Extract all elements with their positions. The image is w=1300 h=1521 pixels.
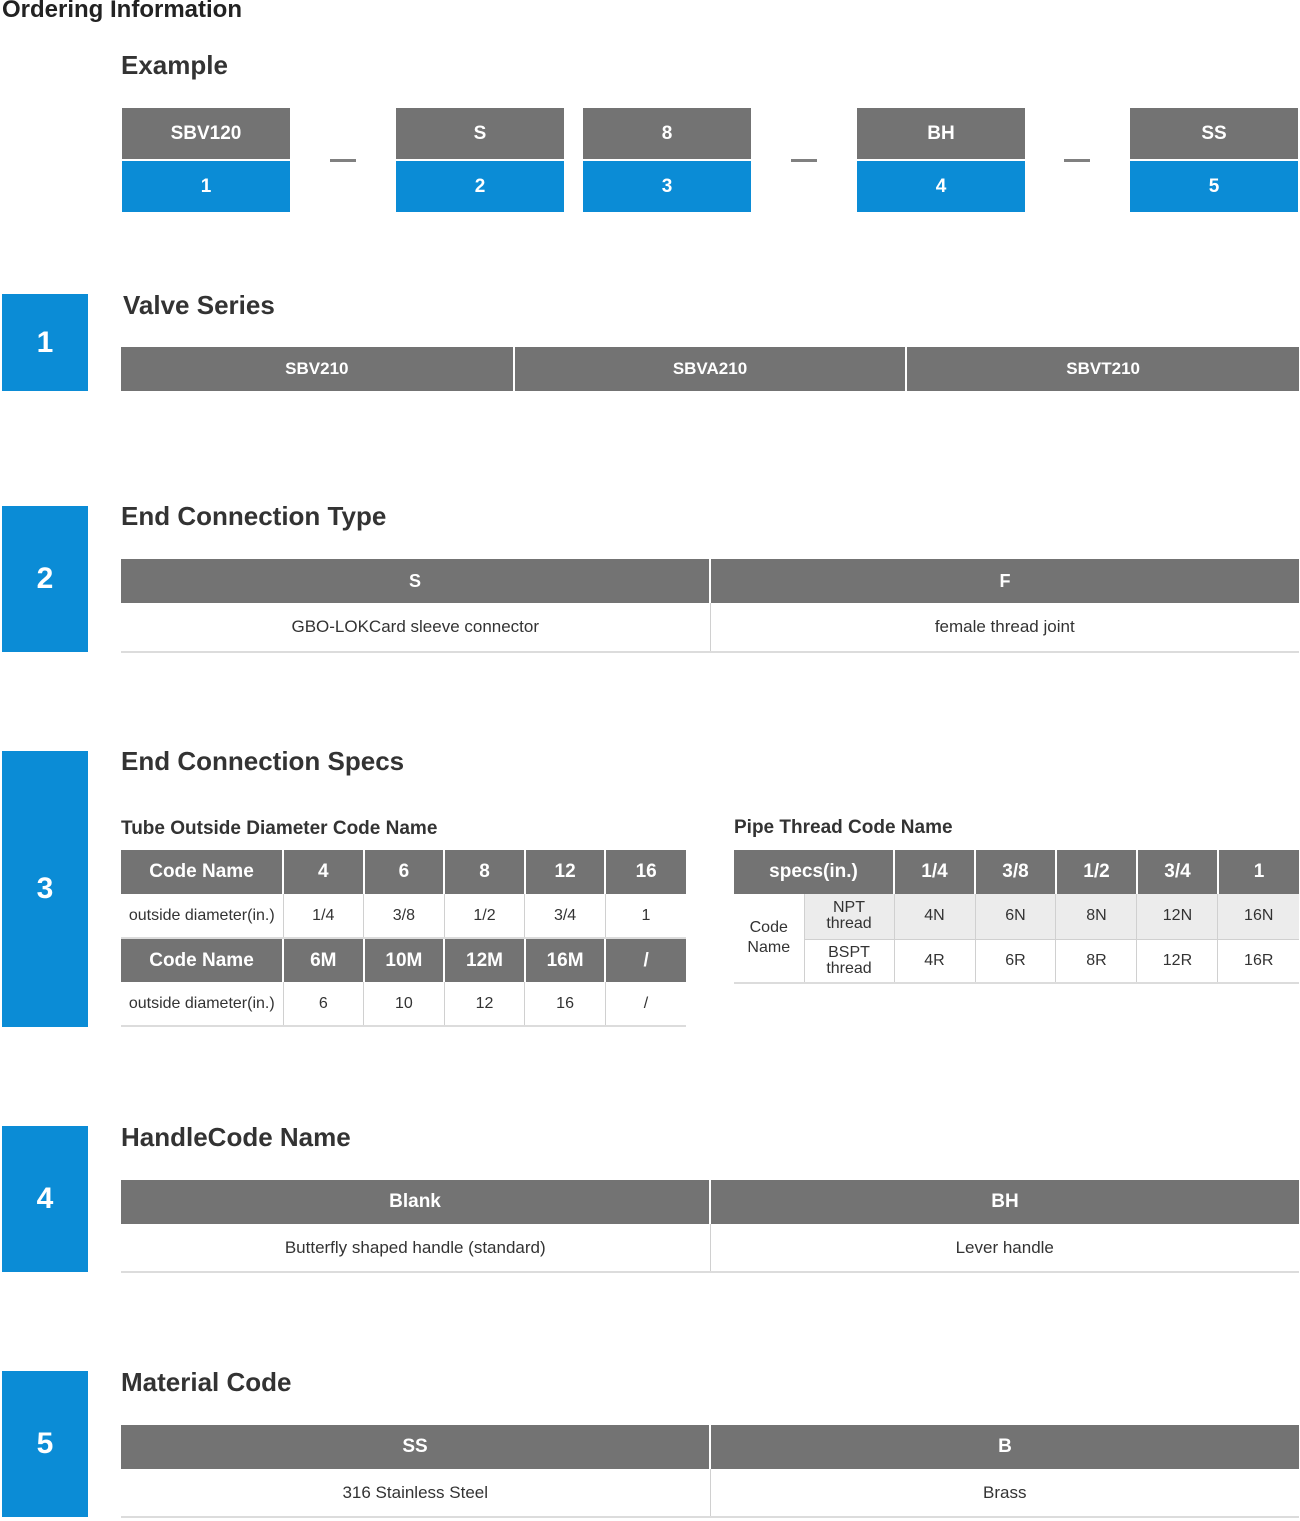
pipe-specs-label: specs(in.) [734,850,894,894]
end-connection-description: female thread joint [710,603,1299,652]
tube-code: 12 [525,850,606,894]
tube-od-table [121,850,686,1027]
valve-series-item: SBVA210 [514,347,907,391]
handle-code: Blank [121,1180,710,1224]
example-position: 2 [396,161,564,212]
tube-code: / [605,938,686,982]
tube-code: 6M [283,938,364,982]
material-heading: Material Code [121,1367,292,1397]
tube-od-value: 10 [364,982,445,1026]
tube-code-name-label: Code Name [121,850,283,894]
section-number-3: 3 [2,751,88,1027]
valve-series-heading: Valve Series [123,290,275,320]
end-connection-code: S [121,559,710,603]
pipe-spec: 1/2 [1056,850,1137,894]
example-position: 4 [857,161,1025,212]
tube-od-label: outside diameter(in.) [121,982,283,1026]
tube-od-value: 16 [525,982,606,1026]
npt-value: 16N [1218,894,1299,939]
example-code-2 [396,108,564,212]
example-code-value: SS [1130,108,1298,159]
valve-series-table [121,347,1299,391]
section-number-5: 5 [2,1371,88,1517]
tube-od-value: 1/4 [283,894,364,938]
bspt-value: 8R [1056,939,1137,983]
npt-value: 4N [894,894,975,939]
tube-code: 6 [364,850,445,894]
tube-code-name-label: Code Name [121,938,283,982]
example-dash [330,159,356,162]
pipe-spec: 1 [1218,850,1299,894]
tube-od-value: 1/2 [444,894,525,938]
example-dash [791,159,817,162]
example-code-5 [1130,108,1298,212]
material-description: Brass [710,1469,1299,1517]
section-number-2: 2 [2,506,88,652]
npt-value: 12N [1137,894,1218,939]
page-title: Ordering Information [2,0,242,23]
example-code-value: BH [857,108,1025,159]
tube-od-label: outside diameter(in.) [121,894,283,938]
example-dash [1064,159,1090,162]
tube-od-value: 1 [605,894,686,938]
handle-table [121,1180,1299,1273]
example-code-3 [583,108,751,212]
valve-series-item: SBV210 [121,347,514,391]
bspt-value: 6R [975,939,1056,983]
npt-value: 8N [1056,894,1137,939]
material-table [121,1425,1299,1518]
tube-code: 16M [525,938,606,982]
bspt-label: BSPT thread [804,939,894,983]
end-connection-type-heading: End Connection Type [121,501,387,531]
pipe-spec: 1/4 [894,850,975,894]
handle-code: BH [710,1180,1299,1224]
tube-code: 10M [364,938,445,982]
example-position: 1 [122,161,290,212]
example-code-4 [857,108,1025,212]
example-code-1 [122,108,290,212]
valve-series-item: SBVT210 [906,347,1299,391]
section-number-1: 1 [2,294,88,391]
material-description: 316 Stainless Steel [121,1469,710,1517]
handle-heading: HandleCode Name [121,1122,351,1152]
end-connection-specs-heading: End Connection Specs [121,746,405,776]
handle-description: Lever handle [710,1224,1299,1272]
npt-label: NPT thread [804,894,894,939]
tube-od-value: / [605,982,686,1026]
end-connection-code: F [710,559,1299,603]
pipe-spec: 3/4 [1137,850,1218,894]
tube-code: 16 [605,850,686,894]
end-connection-description: GBO-LOKCard sleeve connector [121,603,710,652]
tube-code: 4 [283,850,364,894]
pipe-thread-table [734,850,1299,984]
example-position: 3 [583,161,751,212]
tube-code: 8 [444,850,525,894]
npt-value: 6N [975,894,1056,939]
tube-od-value: 12 [444,982,525,1026]
tube-od-value: 3/8 [364,894,445,938]
pipe-spec: 3/8 [975,850,1056,894]
tube-od-value: 3/4 [525,894,606,938]
end-connection-type-table [121,559,1299,653]
example-code-value: SBV120 [122,108,290,159]
example-code-value: 8 [583,108,751,159]
pipe-code-name-label: Code Name [734,894,804,983]
pipe-thread-heading: Pipe Thread Code Name [734,817,953,838]
example-position: 5 [1130,161,1298,212]
example-heading: Example [121,50,228,80]
material-code: B [710,1425,1299,1469]
example-code-value: S [396,108,564,159]
handle-description: Butterfly shaped handle (standard) [121,1224,710,1272]
tube-od-heading: Tube Outside Diameter Code Name [121,818,438,839]
tube-od-value: 6 [283,982,364,1026]
material-code: SS [121,1425,710,1469]
bspt-value: 16R [1218,939,1299,983]
bspt-value: 12R [1137,939,1218,983]
bspt-value: 4R [894,939,975,983]
tube-code: 12M [444,938,525,982]
section-number-4: 4 [2,1126,88,1272]
